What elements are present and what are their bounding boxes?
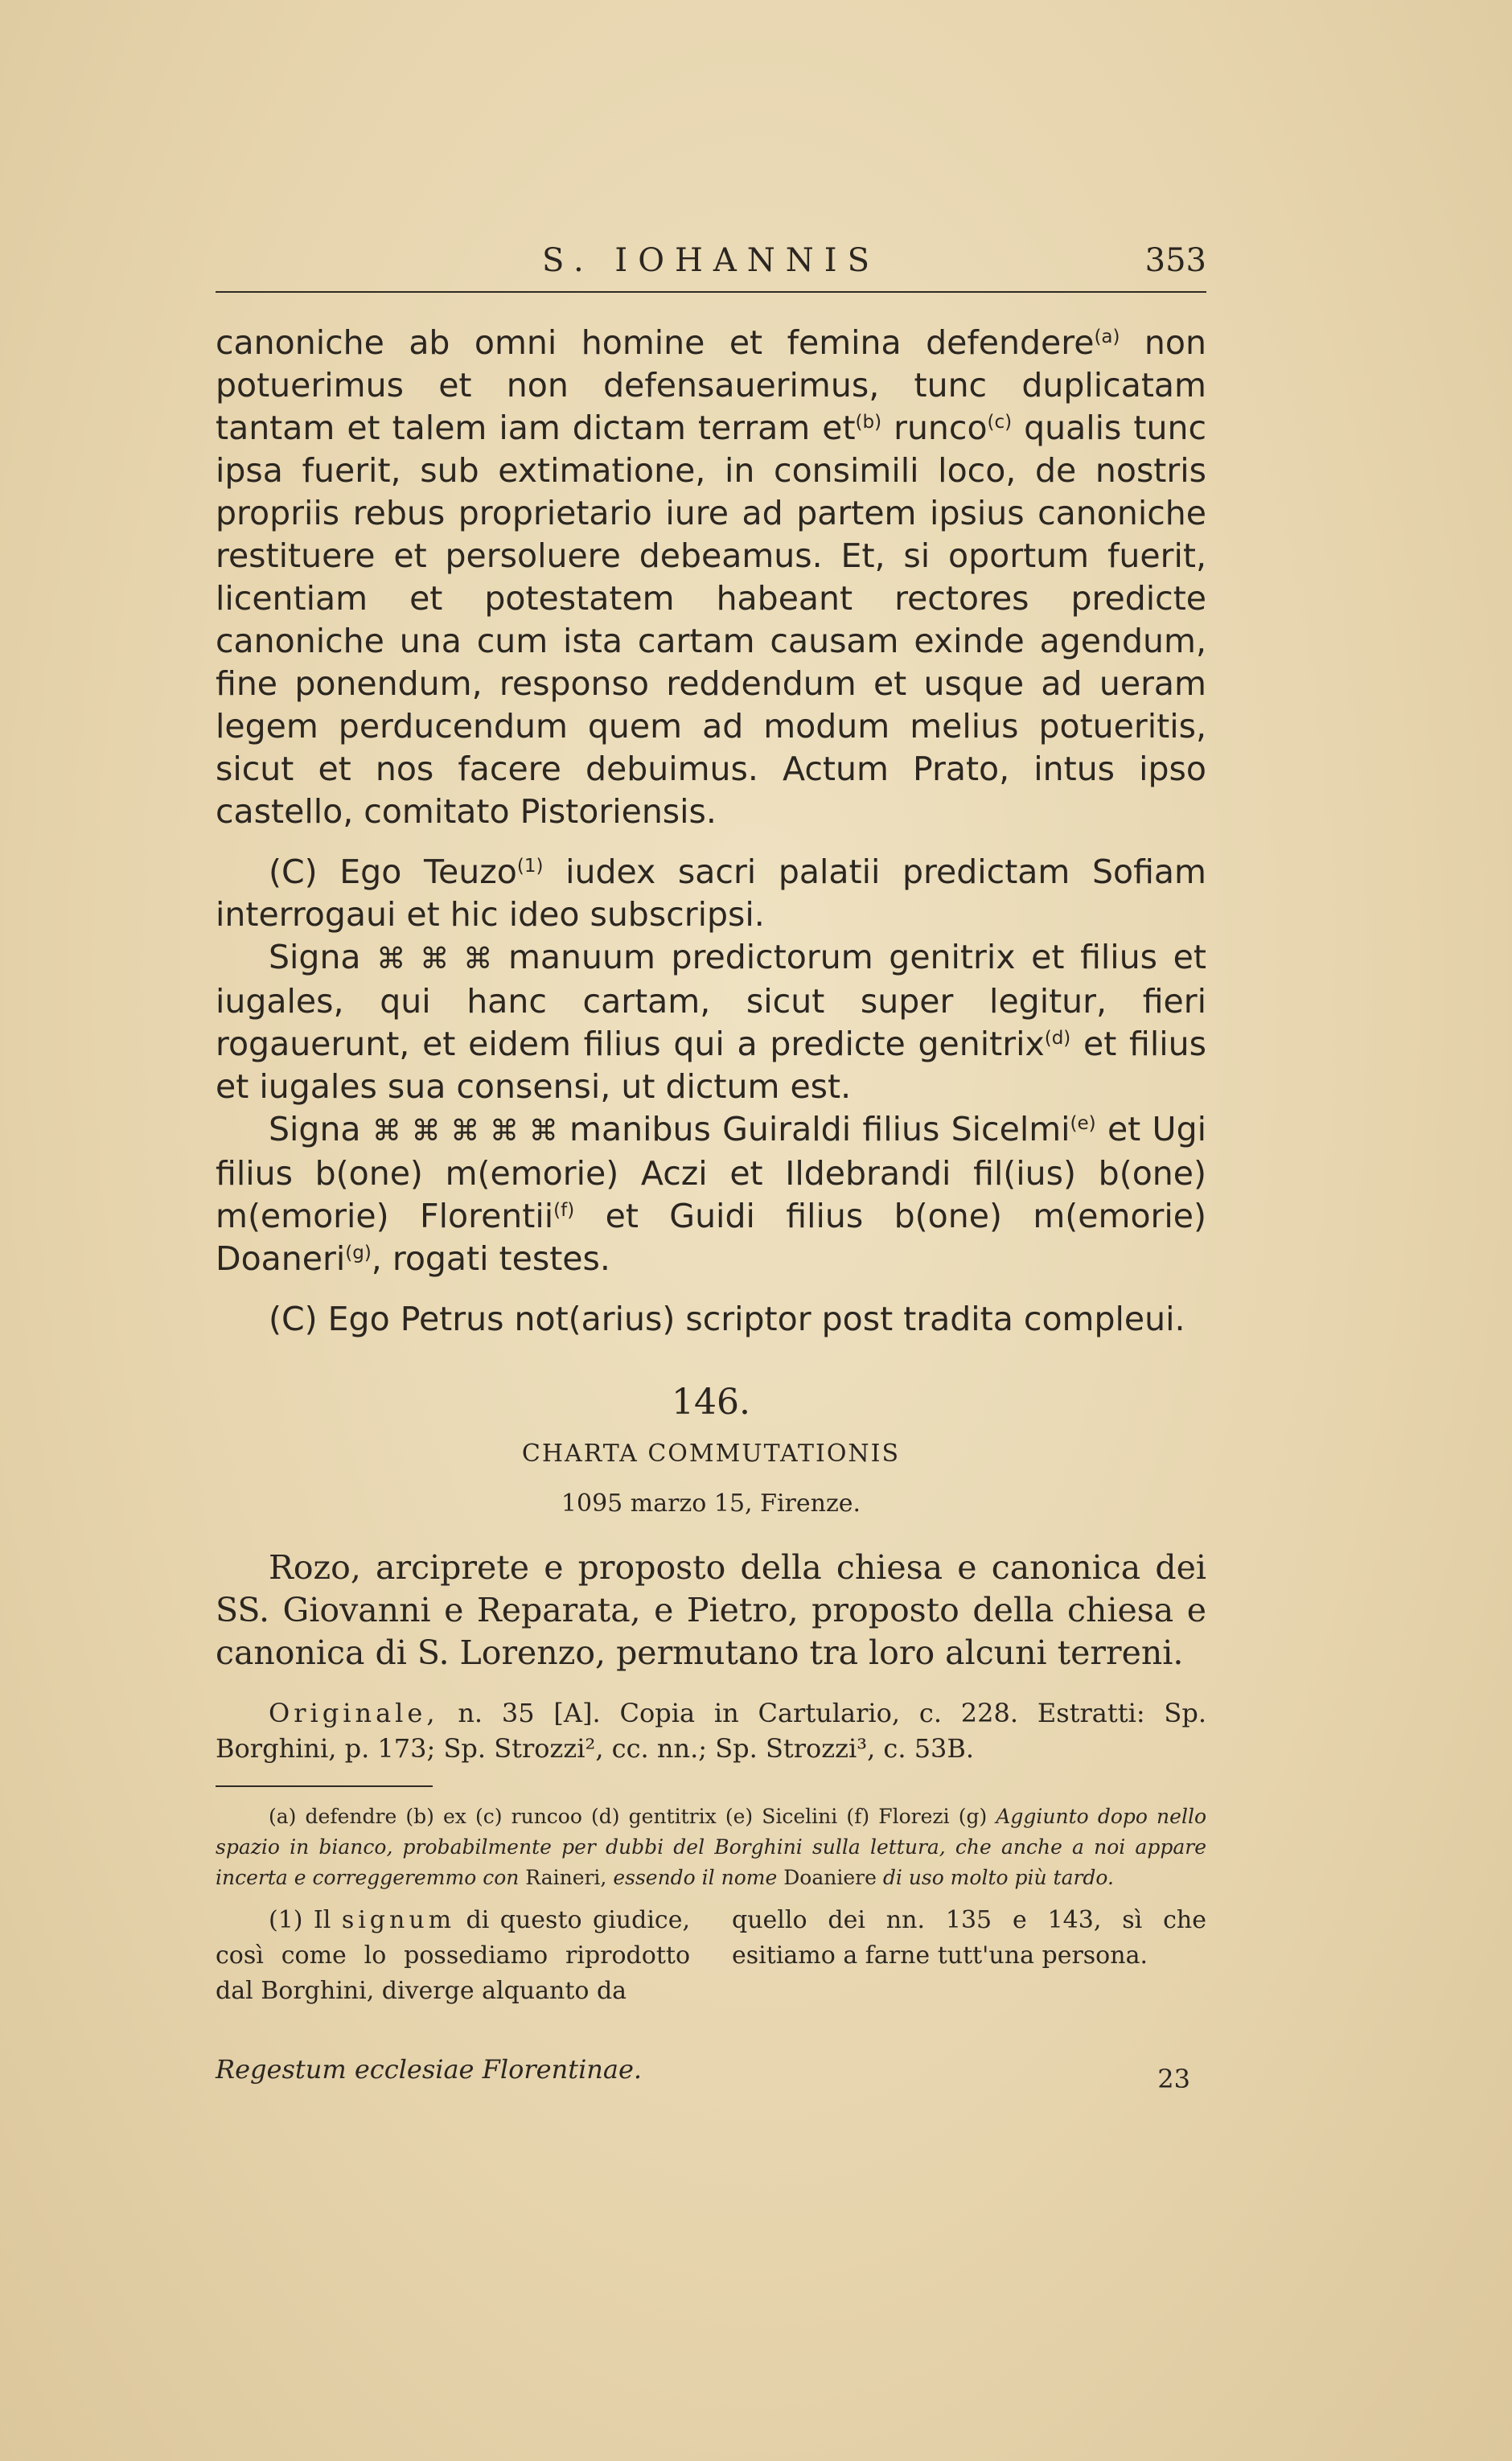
footnote-mark: (g) [345,1243,372,1263]
text-run: runco [881,409,988,447]
note-mark: (1) [516,856,544,877]
text-run: Signa [269,1110,361,1148]
document-summary: Rozo, arciprete e proposto della chiesa e canonica dei SS. Giovanni e Reparata, e Pietro, proposto della chiesa e canonica di S. Lorenzo, permutano tra loro alcuni terreni. [216,1548,1206,1672]
note-text: signum [341,1906,456,1934]
signature-mark: Regestum ecclesiae Florentinae. [216,2054,643,2085]
page-number: 353 [1144,242,1206,279]
note-text: di questo giudice, così come lo possediamo riprodotto dal Borghini, diverge alquanto da [216,1906,691,2005]
running-header [216,236,1206,285]
critical-apparatus [216,1802,1206,1893]
paragraph [216,322,1206,833]
text-run: canoniche ab omni homine et femina defendere [216,323,1095,362]
sources-text: n. 35 [A]. Copia in Cartulario, c. 228. Estratti: Sp. Borghini, p. 173; Sp. Strozzi², cc. nn.; Sp. Strozzi³, c. 53B. [216,1698,1206,1764]
text-run: Signa [269,938,361,976]
apparatus-text: essendo il nome [613,1866,778,1889]
apparatus-text: Aggiunto dopo nello spazio in bianco, probabilmente per dubbi del Borghini sulla lettura, che anche a noi appare incerta e correggeremmo con [216,1805,1206,1889]
apparatus-text: Raineri, [519,1866,614,1889]
paragraph: (C) Ego Petrus not(arius) scriptor post tradita compleui. [269,1300,1185,1338]
footnote-mark: (b) [855,412,882,433]
document-sources [216,1695,1206,1766]
signum-icon: ⌘ ⌘ ⌘ ⌘ ⌘ [372,1115,558,1148]
running-title: S. IOHANNIS [542,242,880,279]
apparatus-text: (a) defendre (b) ex (c) runcoo (d) gentitrix (e) Sicelini (f) Florezi (g) [269,1805,996,1828]
paragraph [216,936,1206,1108]
paragraph [216,851,1206,936]
text-run: manuum predictorum genitrix et filius et iugales, qui hanc cartam, sicut super legitur, fieri rogauerunt, et eidem filius qui a predicte genitrix [216,938,1206,1063]
apparatus-text: Doaniere [777,1866,883,1889]
footnote-mark: (c) [987,412,1013,433]
text-run: manibus Guiraldi filius Sicelmi [557,1110,1070,1148]
text-run: et Guidi filius b(one) m(emorie) Doaneri [216,1197,1206,1278]
document-date: 1095 marzo 15, Firenze. [561,1489,861,1518]
text-run: qualis tunc ipsa fuerit, sub extimatione, in consimili loco, de nostris propriis rebus proprietario iure ad partem ipsius canoniche restituere et persoluere debeamus. Et, si oportum fuerit, licentiam et potestatem habeant rectores predicte canoniche una cum ista cartam causam exinde agendum, fine ponendum, responso reddendum et usque ad ueram legem perducendum quem ad modum melius potueritis, sicut et nos facere debuimus. Actum Prato, intus ipso castello, comitato Pistoriensis. [216,409,1206,831]
document-title: CHARTA COMMUTATIONIS [521,1440,901,1468]
header-rule [216,291,1206,293]
text-run: , rogati testes. [371,1239,610,1278]
footnote-mark: (a) [1094,327,1120,347]
text-run: iudex sacri palatii predictam Sofiam interrogaui et hic ideo subscripsi. [216,853,1206,934]
footnote-mark: (d) [1044,1028,1071,1049]
text-run: (C) Ego Teuzo [269,853,517,891]
footnote-rule [216,1785,433,1787]
main-text [216,322,1206,1341]
apparatus-text: di uso molto più tardo. [882,1866,1114,1889]
footnote-column-right: quello dei nn. 135 e 143, sì che esitiamo a farne tutt'una persona. [732,1906,1206,1970]
signature-number: 23 [1157,2064,1190,2094]
text-run: et Ugi filius b(one) m(emorie) Aczi et Ildebrandi fil(ius) b(one) m(emorie) Florentii [216,1110,1206,1235]
footnotes [216,1903,1206,2009]
document-number: 146. [672,1382,750,1423]
paragraph [216,1108,1206,1280]
note-text: (1) Il [269,1906,342,1934]
text-run: non potuerimus et non defensauerimus, tunc duplicatam tantam et talem iam dictam terram et [216,323,1206,447]
footnote-mark: (f) [553,1200,575,1221]
footnote-column-left [216,1903,690,2009]
footnote-mark: (e) [1070,1113,1096,1134]
sources-label: Originale, [269,1698,439,1728]
text-run: et filius et iugales sua consensi, ut dictum est. [216,1025,1206,1106]
signum-icon: ⌘ ⌘ ⌘ [376,943,493,976]
